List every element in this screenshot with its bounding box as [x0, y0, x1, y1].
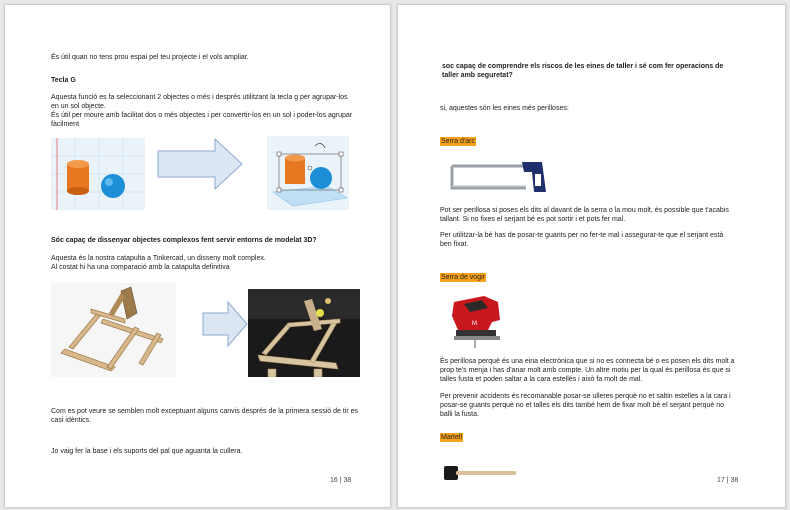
intro-answer: si, aquestes són les eines més perilloses: — [440, 105, 569, 112]
right-page — [397, 4, 786, 508]
intro-text: És útil quan no tens prou espai pel teu projecte i el vols ampliar. — [51, 54, 249, 61]
catapult-model-image — [51, 283, 176, 377]
tinkercad-objects-image — [51, 138, 145, 210]
hacksaw-risk-text: Pot ser perillosa si poses els dits al davant de la serra o la mou molt, és possible que t'acabis tallant. Si no fixes el serjant bé es pot sortir i et pots fer mal. — [440, 207, 729, 223]
arrow-right-icon — [202, 301, 248, 347]
hacksaw-safety-text: Per utilitzar-la bé has de posar-te guants per no fer-te mal i assegurar-te que el serjant està ben fixat. — [440, 232, 724, 248]
left-page — [4, 4, 391, 508]
tecla-g-paragraph-1: Aquesta funció es fa seleccionant 2 objectes o més i després utilitzant la tecla g per agrupar-los en un sol objecte. — [51, 94, 348, 110]
comparison-text: Com es pot veure se semblen molt exceptuant alguns canvis després de la primera sessió de tir es casi idèntics. — [51, 408, 358, 424]
page-number-left: 16 | 38 — [330, 477, 352, 484]
page-number-right: 17 | 38 — [717, 477, 739, 484]
jigsaw-safety-text: Per prevenir accidents és recomanable posar-se ulleres perquè no et saltin estelles a la cara i posar-se guants perquè no et talles els dits també hem de fixar molt bé el serjant perquè no balli la fusta. — [440, 393, 731, 418]
jigsaw-icon — [448, 292, 508, 350]
hammer-icon — [442, 462, 518, 484]
jigsaw-risk-text: És perillosa perquè és una eina electrònica que si no es connecta bé o es posen els dits molt a prop te's menja i has d'anar molt amb compte. Un altre motiu per la qual és perillosa és que si talles fusta et poden saltar a la cara estellés i això fa molt de mal. — [440, 358, 735, 383]
complex-objects-question: Sóc capaç de dissenyar objectes complexos fent servir entorns de modelat 3D? — [51, 237, 317, 244]
hacksaw-icon — [446, 158, 552, 198]
tecla-g-paragraph-2: És útil per moure amb facilitat dos o més objectes i per convertir-los en un sol i poder-los agrupar fàcilment — [51, 112, 353, 128]
workshop-risks-question: soc capaç de comprendre els riscos de les eines de taller i sé com fer operacions de taller amb seguretat? — [442, 63, 724, 79]
tool-label-hacksaw: Serra d'arc — [441, 138, 476, 145]
tool-label-jigsaw: Serra de vogir — [441, 274, 485, 281]
section-heading-tecla-g: Tecla G — [51, 77, 76, 84]
svg-text:M: M — [472, 321, 477, 327]
tinkercad-grouped-image — [267, 136, 349, 210]
catapult-text-line-1: Aquesta és la nostra catapulta a Tinkercad, un disseny molt complex. — [51, 255, 266, 262]
arrow-right-icon — [157, 138, 243, 190]
tool-label-hammer: Martell — [441, 434, 463, 441]
catapult-text-line-2: Al costat hi ha una comparació amb la catapulta definitiva — [51, 264, 230, 271]
catapult-photo — [248, 289, 360, 377]
base-text: Jo vaig fer la base i els suports del pal que aguanta la cullera. — [51, 448, 243, 455]
